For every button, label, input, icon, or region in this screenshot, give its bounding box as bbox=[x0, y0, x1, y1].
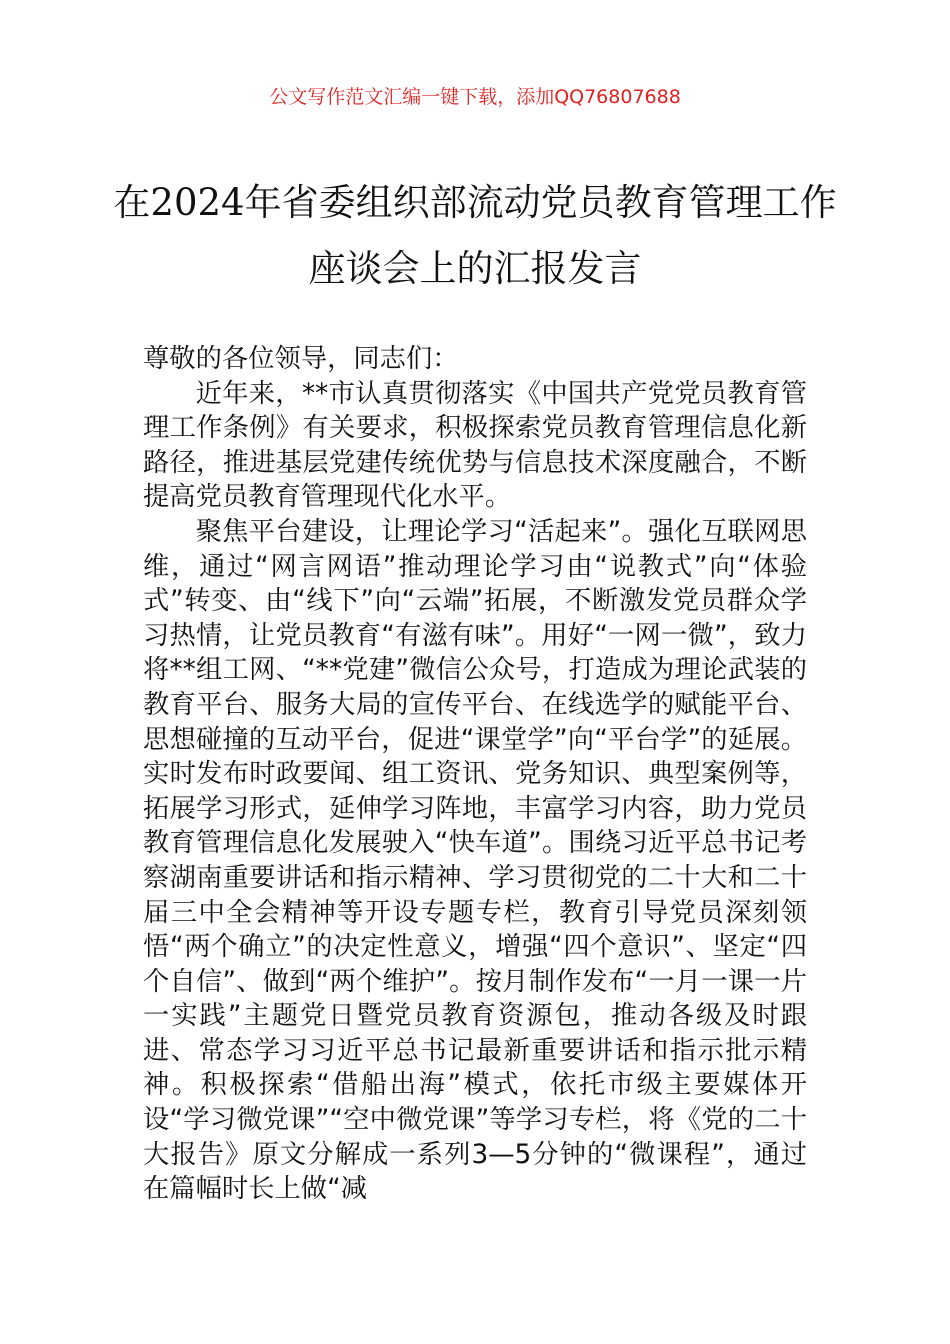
document-body bbox=[143, 342, 807, 1207]
document-title: 在2024年省委组织部流动党员教育管理工作座谈会上的汇报发言 bbox=[113, 181, 837, 290]
paragraph-intro: 近年来，**市认真贯彻落实《中国共产党党员教育管理工作条例》有关要求，积极探索党员教育管理信息化新路径，推进基层党建传统优势与信息技术深度融合，不断提高党员教育管理现代化水平。 bbox=[143, 378, 807, 513]
watermark-text: 公文写作范文汇编一键下载，添加QQ76807688 bbox=[269, 86, 681, 108]
paragraph-platform: 聚焦平台建设，让理论学习“活起来”。强化互联网思维，通过“网言网语”推动理论学习由“说教式”向“体验式”转变、由“线下”向“云端”拓展，不断激发党员群众学习热情，让党员教育“有滋有味”。用好“一网一微”，致力将**组工网、“**党建”微信公众号，打造成为理论武装的教育平台、服务大局的宣传平台、在线选学的赋能平台、思想碰撞的互动平台，促进“课堂学”向“平台学”的延展。实时发布时政要闻、组工资讯、党务知识、典型案例等，拓展学习形式，延伸学习阵地，丰富学习内容，助力党员教育管理信息化发展驶入“快车道”。围绕习近平总书记考察湖南重要讲话和指示精神、学习贯彻党的二十大和二十届三中全会精神等开设专题专栏，教育引导党员深刻领悟“两个确立”的决定性意义，增强“四个意识”、坚定“四个自信”、做到“两个维护”。按月制作发布“一月一课一片一实践”主题党日暨党员教育资源包，推动各级及时跟进、常态学习习近平总书记最新重要讲话和指示批示精神。积极探索“借船出海”模式，依托市级主要媒体开设“学习微党课”“空中微党课”等学习专栏，将《党的二十大报告》原文分解成一系列3—5分钟的“微课程”，通过在篇幅时长上做“减 bbox=[143, 516, 807, 1205]
salutation: 尊敬的各位领导，同志们： bbox=[143, 344, 459, 374]
